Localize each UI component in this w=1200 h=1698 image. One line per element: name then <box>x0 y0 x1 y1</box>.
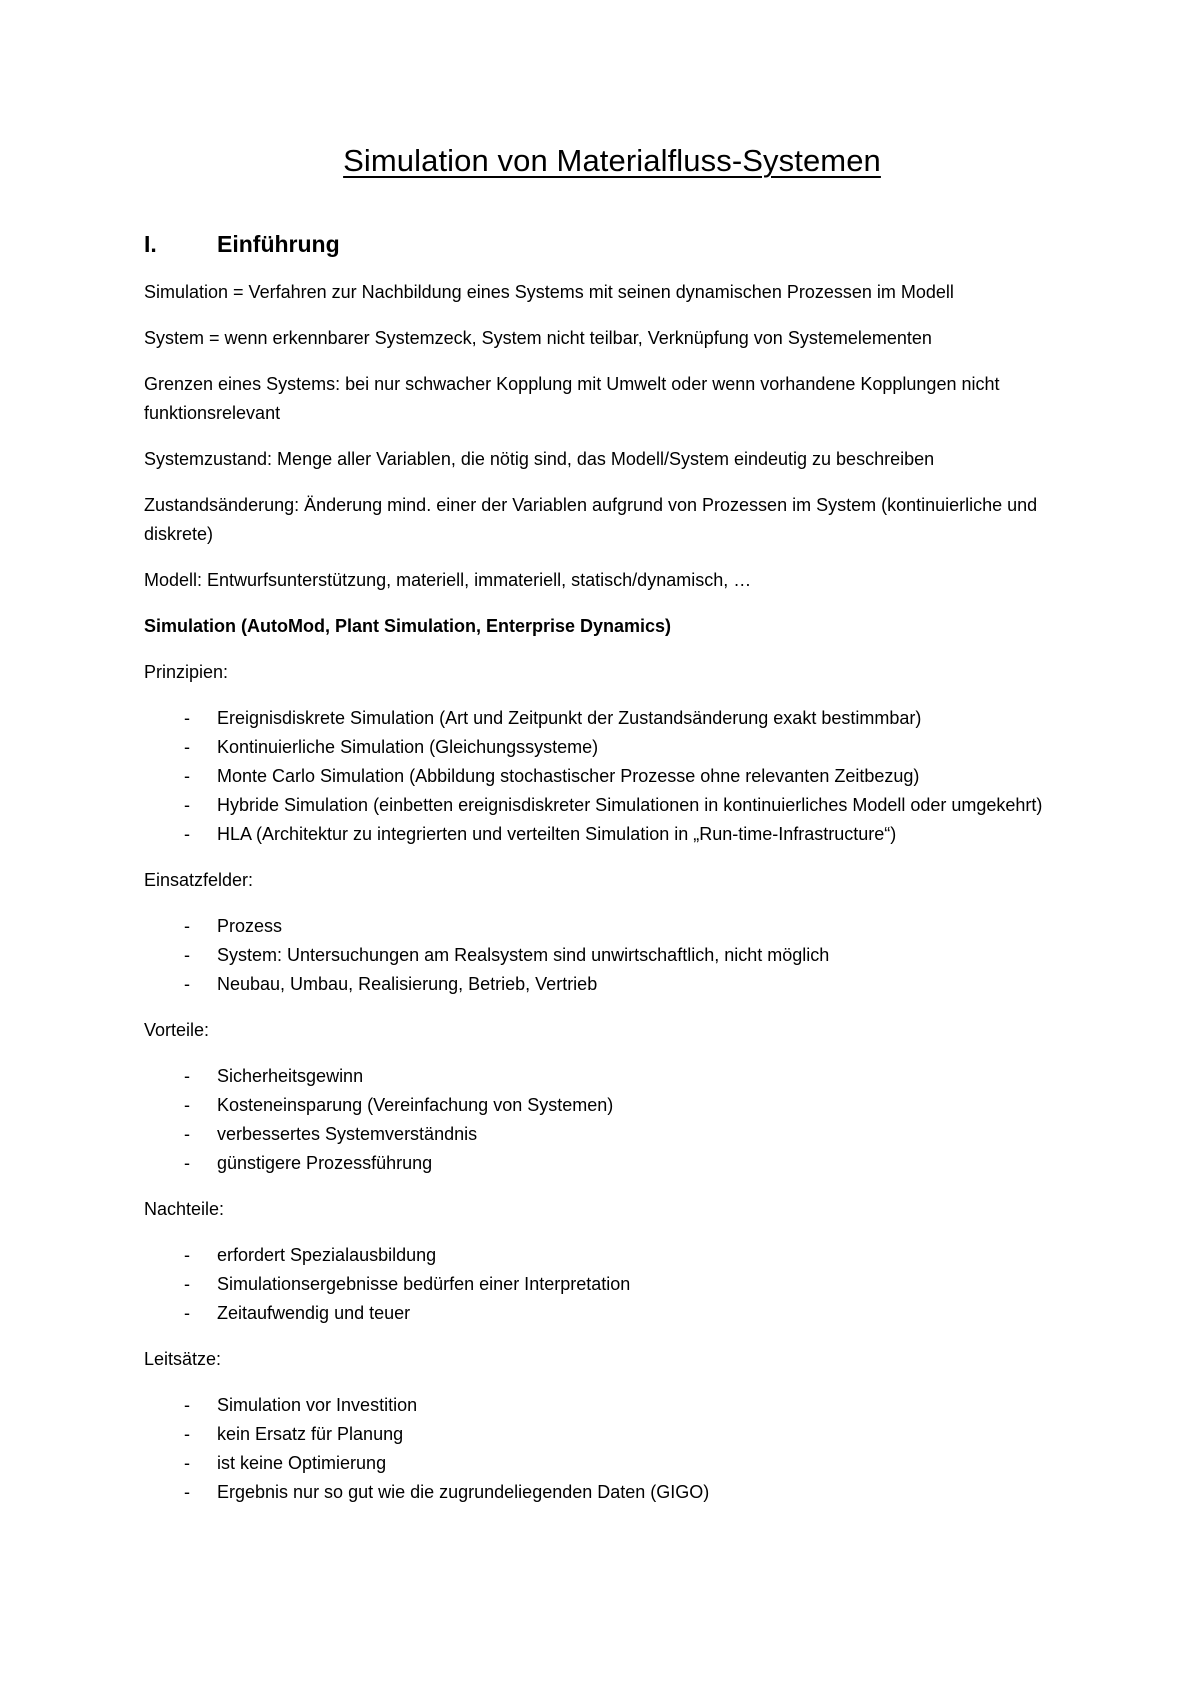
dash-bullet: - <box>184 1274 190 1294</box>
list-item <box>144 941 1080 970</box>
dash-bullet: - <box>184 1153 190 1173</box>
group-label-einsatzfelder: Einsatzfelder: <box>144 870 254 890</box>
list-item <box>144 762 1080 791</box>
list-item-text: Prozess <box>217 916 283 936</box>
list-item <box>144 733 1080 762</box>
group-label-prinzipien: Prinzipien: <box>144 662 229 682</box>
section-title: Einführung <box>217 231 340 257</box>
bullet-list-einsatzfelder <box>144 912 1080 999</box>
list-item <box>144 1120 1080 1149</box>
list-item <box>144 704 1080 733</box>
dash-bullet: - <box>184 824 190 844</box>
list-item-text: Kosteneinsparung (Vereinfachung von Systemen) <box>217 1095 614 1115</box>
dash-bullet: - <box>184 945 190 965</box>
group-label-leitsätze: Leitsätze: <box>144 1349 222 1369</box>
list-item <box>144 1270 1080 1299</box>
dash-bullet: - <box>184 1124 190 1144</box>
list-item <box>144 1391 1080 1420</box>
dash-bullet: - <box>184 708 190 728</box>
list-item-text: Sicherheitsgewinn <box>217 1066 364 1086</box>
list-item <box>144 791 1080 820</box>
section-number: I. <box>144 231 157 257</box>
dash-bullet: - <box>184 1482 190 1502</box>
list-item-text: Simulation vor Investition <box>217 1395 418 1415</box>
list-item <box>144 820 1080 849</box>
list-item <box>144 1299 1080 1328</box>
dash-bullet: - <box>184 766 190 786</box>
bullet-list-vorteile <box>144 1062 1080 1178</box>
list-item-text: kein Ersatz für Planung <box>217 1424 404 1444</box>
group-label-nachteile: Nachteile: <box>144 1199 225 1219</box>
list-item <box>144 1420 1080 1449</box>
list-item <box>144 1478 1080 1507</box>
list-item-text: HLA (Architektur zu integrierten und verteilten Simulation in „Run-time-Infrastructure“) <box>217 824 897 844</box>
list-item <box>144 1449 1080 1478</box>
dash-bullet: - <box>184 1424 190 1444</box>
simulation-groups <box>144 658 1080 1507</box>
group-label-vorteile: Vorteile: <box>144 1020 210 1040</box>
bullet-list-leitsätze <box>144 1391 1080 1507</box>
definition-system-state: Systemzustand: Menge aller Variablen, die nötig sind, das Modell/System eindeutig zu beschreiben <box>144 449 935 469</box>
definition-system-boundaries: Grenzen eines Systems: bei nur schwacher Kopplung mit Umwelt oder wenn vorhandene Kopplungen nicht funktionsrelevant <box>144 374 1000 423</box>
dash-bullet: - <box>184 974 190 994</box>
list-item-text: Ereignisdiskrete Simulation (Art und Zeitpunkt der Zustandsänderung exakt bestimmbar) <box>217 708 922 728</box>
dash-bullet: - <box>184 1095 190 1115</box>
list-item <box>144 1149 1080 1178</box>
dash-bullet: - <box>184 737 190 757</box>
list-item-text: Kontinuierliche Simulation (Gleichungssysteme) <box>217 737 599 757</box>
list-item <box>144 912 1080 941</box>
document-title: Simulation von Materialfluss-Systemen <box>343 143 881 178</box>
dash-bullet: - <box>184 916 190 936</box>
list-item <box>144 1062 1080 1091</box>
list-item <box>144 970 1080 999</box>
dash-bullet: - <box>184 1245 190 1265</box>
definition-simulation: Simulation = Verfahren zur Nachbildung eines Systems mit seinen dynamischen Prozessen im Modell <box>144 282 954 302</box>
definition-model: Modell: Entwurfsunterstützung, materiell, immateriell, statisch/dynamisch, … <box>144 570 752 590</box>
section-heading <box>144 231 1080 258</box>
list-item-text: erfordert Spezialausbildung <box>217 1245 437 1265</box>
dash-bullet: - <box>184 795 190 815</box>
bullet-list-prinzipien <box>144 704 1080 849</box>
list-item <box>144 1241 1080 1270</box>
bullet-list-nachteile <box>144 1241 1080 1328</box>
list-item-text: Neubau, Umbau, Realisierung, Betrieb, Vertrieb <box>217 974 598 994</box>
list-item-text: Monte Carlo Simulation (Abbildung stochastischer Prozesse ohne relevanten Zeitbezug) <box>217 766 920 786</box>
dash-bullet: - <box>184 1303 190 1323</box>
definition-system: System = wenn erkennbarer Systemzeck, System nicht teilbar, Verknüpfung von Systemelementen <box>144 328 932 348</box>
dash-bullet: - <box>184 1453 190 1473</box>
dash-bullet: - <box>184 1395 190 1415</box>
dash-bullet: - <box>184 1066 190 1086</box>
list-item-text: Ergebnis nur so gut wie die zugrundeliegenden Daten (GIGO) <box>217 1482 710 1502</box>
list-item-text: Zeitaufwendig und teuer <box>217 1303 411 1323</box>
list-item <box>144 1091 1080 1120</box>
list-item-text: Simulationsergebnisse bedürfen einer Interpretation <box>217 1274 631 1294</box>
list-item-text: System: Untersuchungen am Realsystem sind unwirtschaftlich, nicht möglich <box>217 945 830 965</box>
definition-state-change: Zustandsänderung: Änderung mind. einer der Variablen aufgrund von Prozessen im System (kontinuierliche und diskrete) <box>144 495 1038 544</box>
list-item-text: ist keine Optimierung <box>217 1453 387 1473</box>
list-item-text: verbessertes Systemverständnis <box>217 1124 478 1144</box>
list-item-text: günstigere Prozessführung <box>217 1153 433 1173</box>
list-item-text: Hybride Simulation (einbetten ereignisdiskreter Simulationen in kontinuierliches Modell oder umgekehrt) <box>217 795 1043 815</box>
simulation-tools-heading: Simulation (AutoMod, Plant Simulation, Enterprise Dynamics) <box>144 616 672 636</box>
